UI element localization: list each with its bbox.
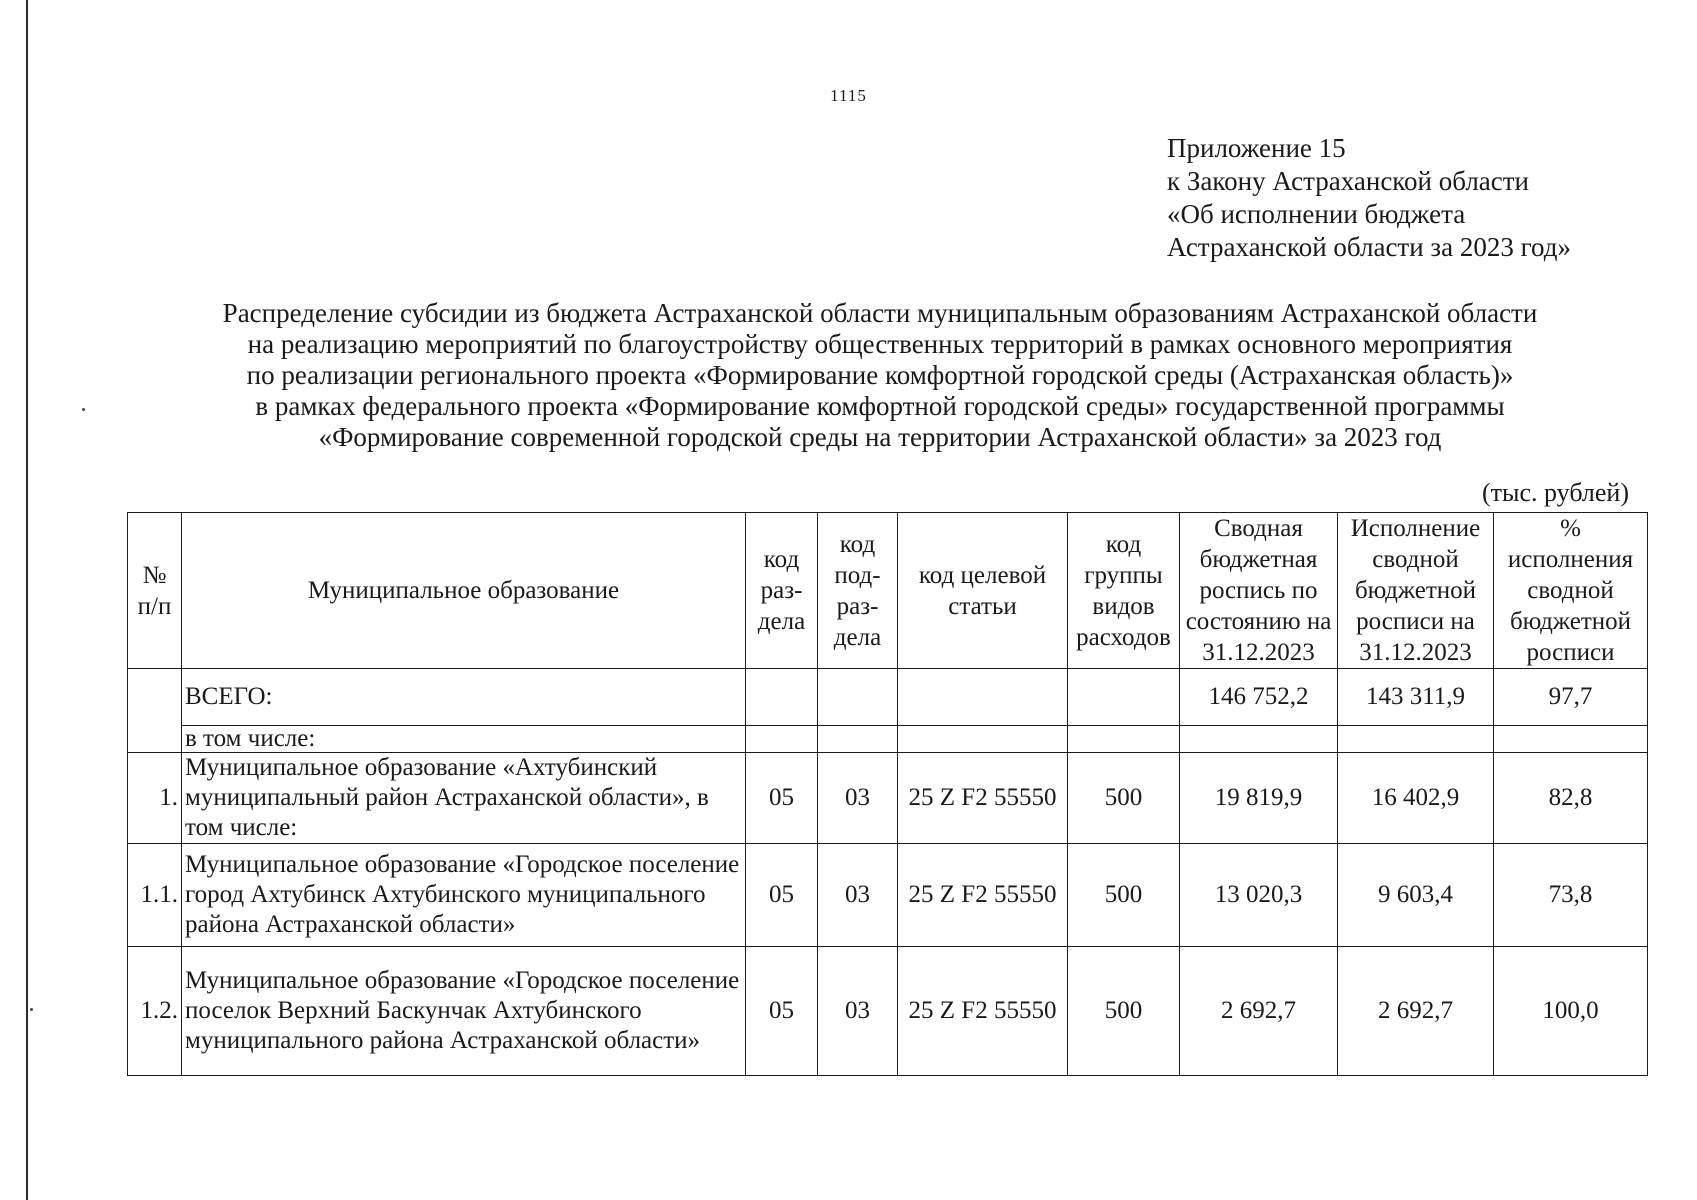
row-plan: 13 020,3 — [1180, 844, 1338, 947]
empty-cell — [898, 726, 1068, 753]
row-municipality: Муниципальное образование «Городское поселение поселок Верхний Баскунчак Ахтубинского муниципального района Астраханской области» — [182, 947, 746, 1076]
appendix-line: Астраханской области за 2023 год» — [1167, 232, 1571, 262]
total-percent: 97,7 — [1494, 669, 1648, 726]
row-percent: 100,0 — [1494, 947, 1648, 1076]
row-percent: 82,8 — [1494, 753, 1648, 844]
header-execution: Исполнение сводной бюджетной росписи на 31.12.2023 — [1338, 513, 1494, 669]
row-expense-group: 500 — [1068, 844, 1180, 947]
row-execution: 9 603,4 — [1338, 844, 1494, 947]
scan-speck — [82, 408, 85, 411]
empty-cell — [898, 669, 1068, 726]
scan-edge-line — [26, 0, 28, 1200]
appendix-line: к Закону Астраханской области — [1167, 166, 1530, 196]
total-num-cell — [128, 669, 182, 753]
header-municipality: Муниципальное образование — [182, 513, 746, 669]
row-plan: 2 692,7 — [1180, 947, 1338, 1076]
table-header-row — [128, 513, 1648, 669]
row-num: 1. — [128, 753, 182, 844]
table-row — [128, 844, 1648, 947]
row-execution: 2 692,7 — [1338, 947, 1494, 1076]
row-section: 05 — [746, 753, 818, 844]
total-plan: 146 752,2 — [1180, 669, 1338, 726]
including-row — [128, 726, 1648, 753]
row-target: 25 Z F2 55550 — [898, 753, 1068, 844]
empty-cell — [1068, 726, 1180, 753]
including-label: в том числе: — [182, 726, 746, 753]
row-target: 25 Z F2 55550 — [898, 947, 1068, 1076]
title-line: в рамках федерального проекта «Формирование комфортной городской среды» государственной программы — [255, 391, 1505, 421]
header-num: № п/п — [128, 513, 182, 669]
header-subsection: код под-раз-дела — [818, 513, 898, 669]
empty-cell — [1494, 726, 1648, 753]
scan-speck — [30, 1008, 33, 1011]
header-target: код целевой статьи — [898, 513, 1068, 669]
subsidy-table — [127, 512, 1648, 1076]
appendix-line: Приложение 15 — [1167, 133, 1346, 163]
empty-cell — [818, 669, 898, 726]
row-plan: 19 819,9 — [1180, 753, 1338, 844]
row-subsection: 03 — [818, 753, 898, 844]
header-section: код раз-дела — [746, 513, 818, 669]
row-percent: 73,8 — [1494, 844, 1648, 947]
row-num: 1.2. — [128, 947, 182, 1076]
total-label: ВСЕГО: — [182, 669, 746, 726]
row-municipality: Муниципальное образование «Городское поселение город Ахтубинск Ахтубинского муниципального района Астраханской области» — [182, 844, 746, 947]
table-row — [128, 947, 1648, 1076]
title-line: Распределение субсидии из бюджета Астраханской области муниципальным образованиям Астраханской области — [222, 298, 1538, 328]
total-row — [128, 669, 1648, 726]
empty-cell — [1338, 726, 1494, 753]
empty-cell — [1068, 669, 1180, 726]
header-plan: Сводная бюджетная роспись по состоянию на 31.12.2023 — [1180, 513, 1338, 669]
appendix-heading — [1167, 132, 1571, 264]
title-line: по реализации регионального проекта «Формирование комфортной городской среды (Астраханская область)» — [246, 360, 1514, 390]
empty-cell — [818, 726, 898, 753]
header-expense-group: код группы видов расходов — [1068, 513, 1180, 669]
page-number: 1115 — [830, 86, 867, 105]
document-title — [150, 298, 1610, 453]
row-execution: 16 402,9 — [1338, 753, 1494, 844]
table-row — [128, 753, 1648, 844]
units-note: (тыс. рублей) — [1481, 478, 1629, 507]
row-section: 05 — [746, 844, 818, 947]
row-expense-group: 500 — [1068, 947, 1180, 1076]
row-subsection: 03 — [818, 844, 898, 947]
empty-cell — [746, 669, 818, 726]
title-line: на реализацию мероприятий по благоустройству общественных территорий в рамках основного мероприятия — [247, 329, 1513, 359]
row-municipality: Муниципальное образование «Ахтубинский муниципальный район Астраханской области», в том числе: — [182, 753, 746, 844]
title-line: «Формирование современной городской среды на территории Астраханской области» за 2023 год — [318, 422, 1442, 452]
row-target: 25 Z F2 55550 — [898, 844, 1068, 947]
empty-cell — [746, 726, 818, 753]
row-subsection: 03 — [818, 947, 898, 1076]
row-expense-group: 500 — [1068, 753, 1180, 844]
row-num: 1.1. — [128, 844, 182, 947]
total-execution: 143 311,9 — [1338, 669, 1494, 726]
empty-cell — [1180, 726, 1338, 753]
header-percent: % исполнения сводной бюджетной росписи — [1494, 513, 1648, 669]
row-section: 05 — [746, 947, 818, 1076]
appendix-line: «Об исполнении бюджета — [1167, 199, 1466, 229]
